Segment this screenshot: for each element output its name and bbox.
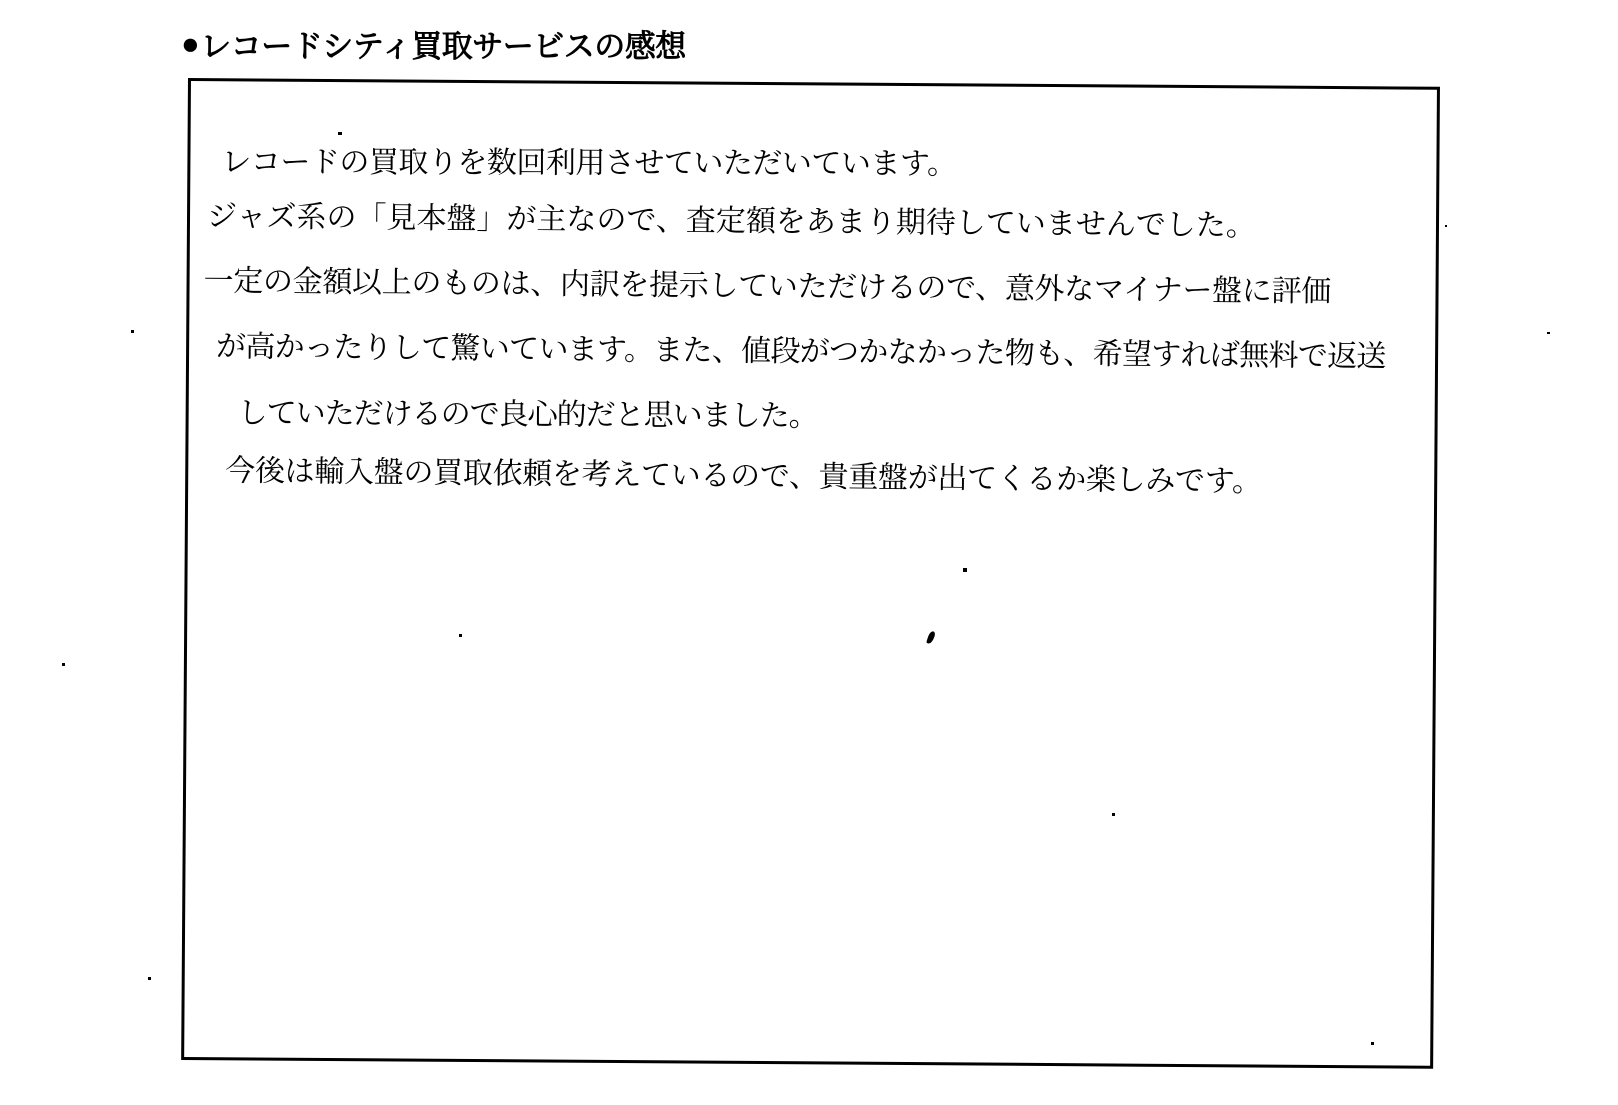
handwritten-line: が高かったりして驚いています。また、値段がつかなかった物も、希望すれば無料で返送 — [215, 330, 1386, 374]
section-title: レコードシティ買取サービスの感想 — [200, 29, 686, 64]
handwritten-line: 一定の金額以上のものは、内訳を提示していただけるので、意外なマイナー盤に評価 — [203, 264, 1332, 309]
handwritten-line: 今後は輸入盤の買取依頼を考えているので、貴重盤が出てくるか楽しみです。 — [225, 454, 1262, 499]
review-box — [181, 78, 1440, 1069]
scan-speck — [459, 634, 462, 637]
scan-speck — [338, 132, 342, 135]
handwritten-line: ジャズ系の「見本盤」が主なので、査定額をあまり期待していませんでした。 — [206, 200, 1256, 243]
bullet-icon: ● — [181, 26, 200, 61]
scan-speck — [1371, 1042, 1374, 1045]
handwritten-line: レコードの買取りを数回利用させていただいています。 — [221, 145, 957, 181]
scan-speck — [148, 977, 151, 980]
scan-speck — [1112, 813, 1115, 816]
scan-speck — [62, 663, 65, 666]
handwritten-line: していただけるので良心的だと思いました。 — [237, 396, 818, 433]
scan-speck — [1547, 332, 1550, 334]
scan-speck — [963, 568, 967, 572]
section-heading — [181, 21, 686, 66]
scan-speck — [131, 330, 134, 333]
scan-speck — [1445, 225, 1447, 227]
